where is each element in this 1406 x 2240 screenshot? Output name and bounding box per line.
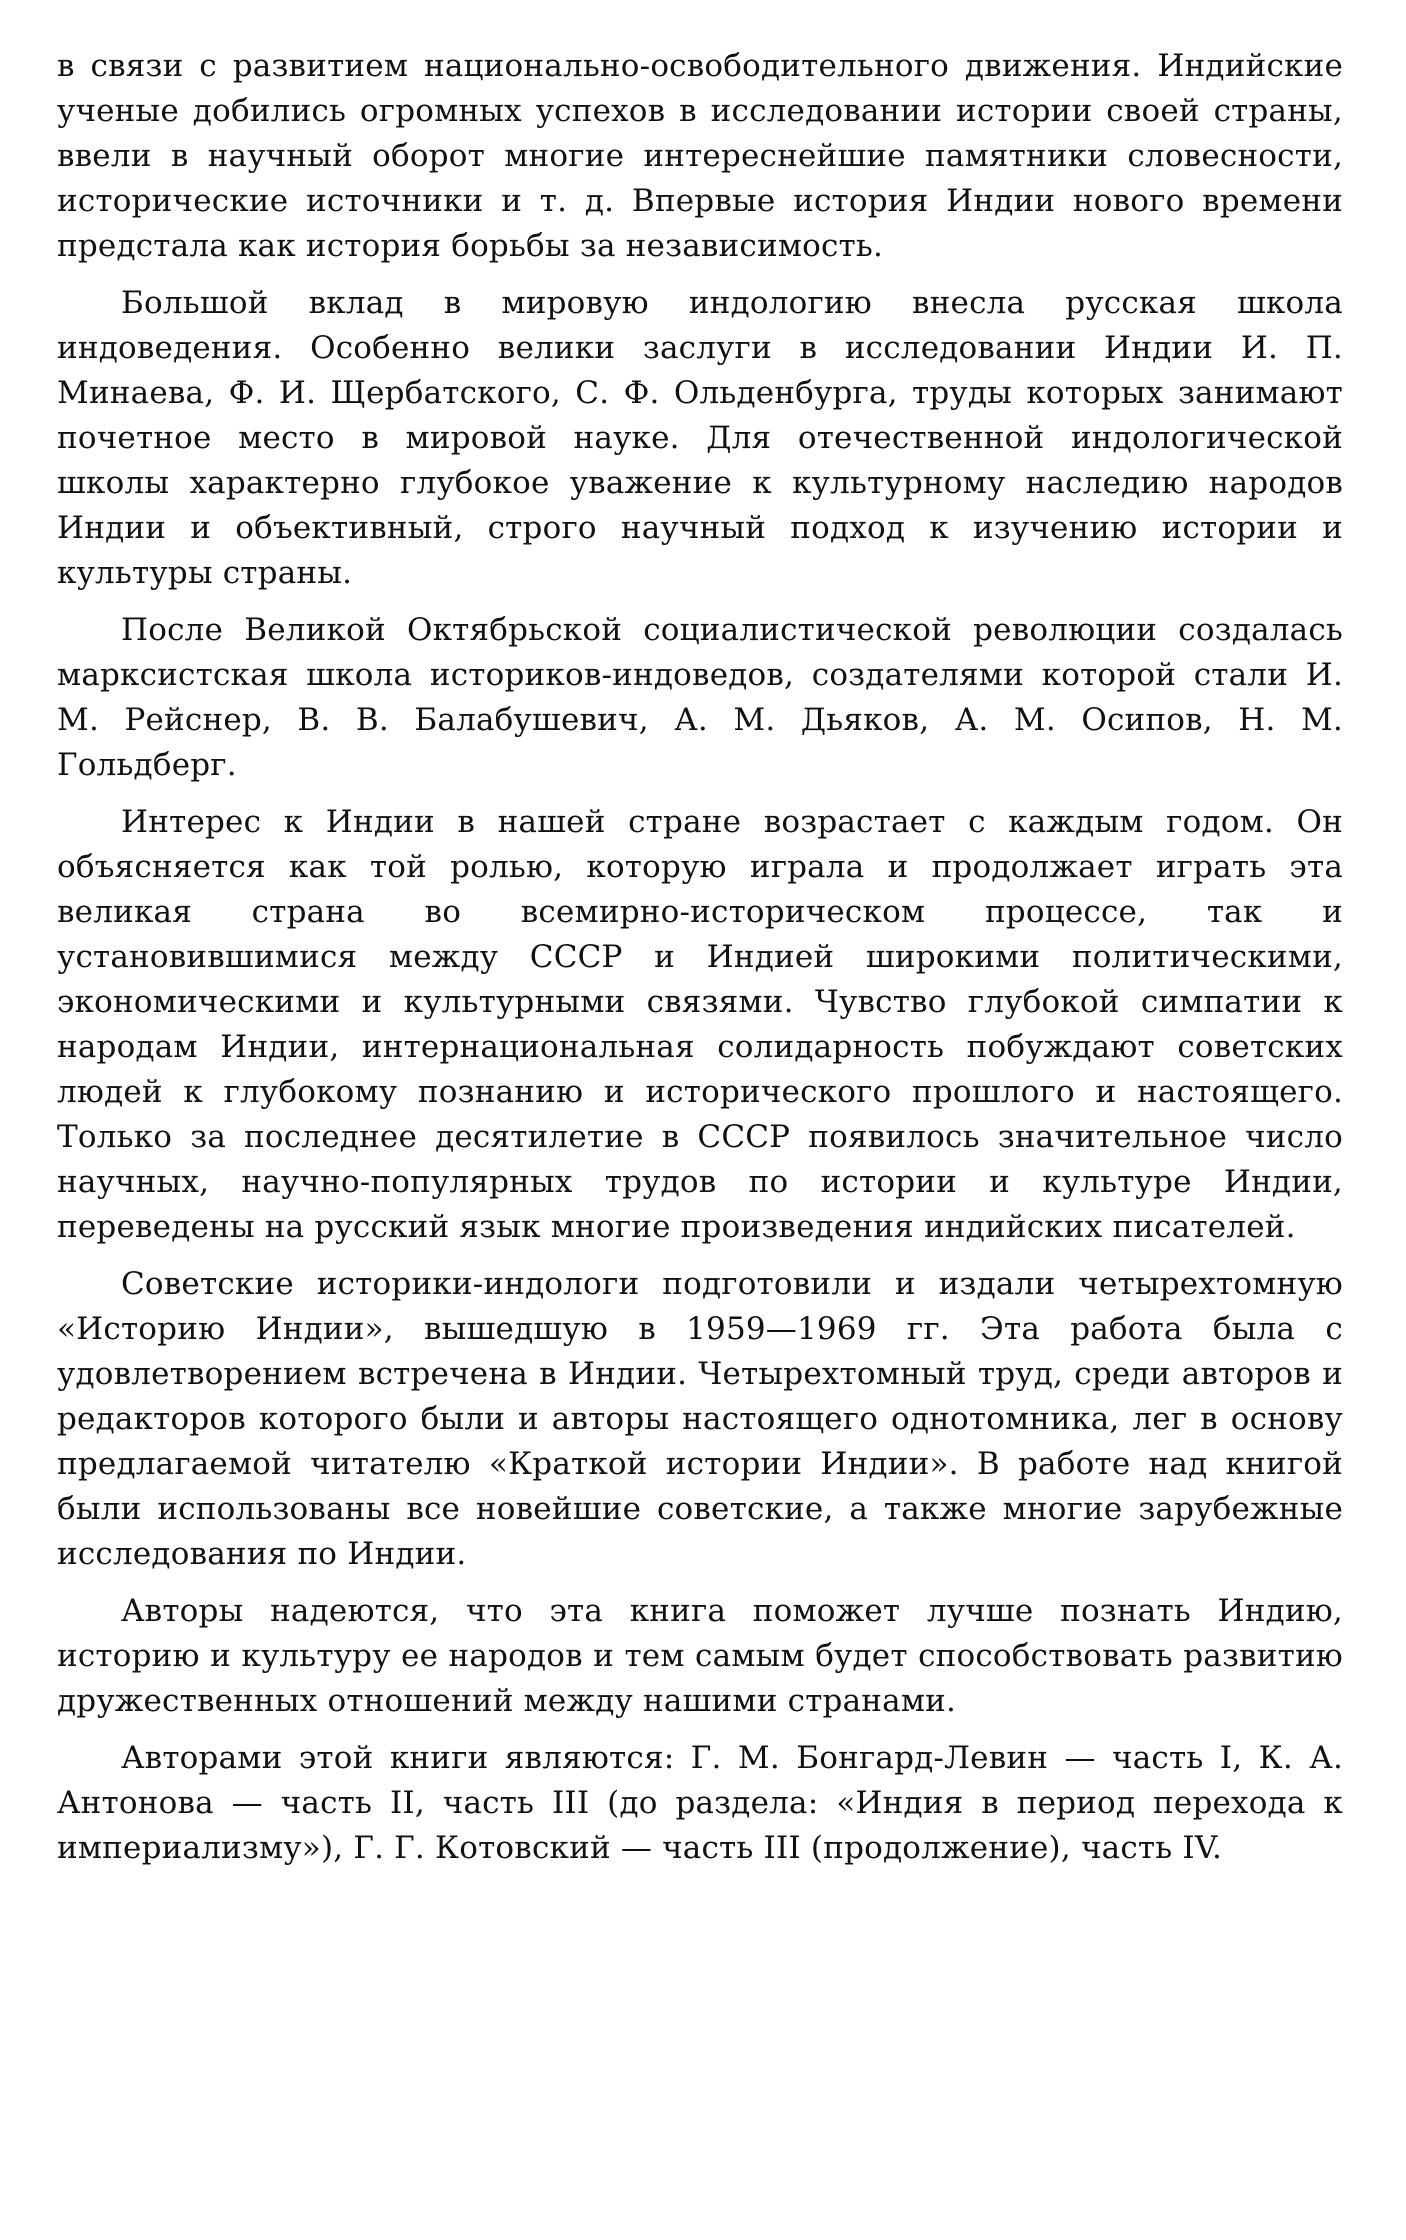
paragraph-continuation: в связи с развитием национально-освободительного движения. Индийские ученые добились огромных успехов в исследовании истории своей страны, ввели в научный оборот многие интереснейшие памятники словесности, исторические источники и т. д. Впервые история Индии нового времени предстала как история борьбы за независимость. [57,48,1343,264]
paragraph-authors-list: Авторами этой книги являются: Г. М. Бонгард-Левин — часть I, К. А. Антонова — часть II, часть III (до раздела: «Индия в период перехода к империализму»), Г. Г. Котовский — часть III (продолжение), часть IV. [57,1740,1343,1866]
paragraph-four-volume-history: Советские историки-индологи подготовили и издали четырехтомную «Историю Индии», вышедшую в 1959—1969 гг. Эта работа была с удовлетворением встречена в Индии. Четырехтомный труд, среди авторов и редакторов которого были и авторы настоящего однотомника, лег в основу предлагаемой читателю «Краткой истории Индии». В работе над книгой были использованы все новейшие советские, а также многие зарубежные исследования по Индии. [57,1266,1343,1572]
paragraph-interest-in-india: Интерес к Индии в нашей стране возрастает с каждым годом. Он объясняется как той ролью, которую играла и продолжает играть эта великая страна во всемирно-историческом процессе, так и установившимися между СССР и Индией широкими политическими, экономическими и культурными связями. Чувство глубокой симпатии к народам Индии, интернациональная солидарность побуждают советских людей к глубокому познанию и исторического прошлого и настоящего. Только за последнее десятилетие в СССР появилось значительное число научных, научно-популярных трудов по истории и культуре Индии, переведены на русский язык многие произведения индийских писателей. [57,804,1343,1245]
paragraph-authors-hope: Авторы надеются, что эта книга поможет лучше познать Индию, историю и культуру ее народов и тем самым будет способствовать развитию дружественных отношений между нашими странами. [57,1593,1343,1719]
paragraph-russian-school: Большой вклад в мировую индологию внесла русская школа индоведения. Особенно велики заслуги в исследовании Индии И. П. Минаева, Ф. И. Щербатского, С. Ф. Ольденбурга, труды которых занимают почетное место в мировой науке. Для отечественной индологической школы характерно глубокое уважение к культурному наследию народов Индии и объективный, строго научный подход к изучению истории и культуры страны. [57,285,1343,591]
document-page [57,44,1343,1883]
paragraph-marxist-school: После Великой Октябрьской социалистической революции создалась марксистская школа историков-индоведов, создателями которой стали И. М. Рейснер, В. В. Балабушевич, А. М. Дьяков, А. М. Осипов, Н. М. Гольдберг. [57,612,1343,783]
